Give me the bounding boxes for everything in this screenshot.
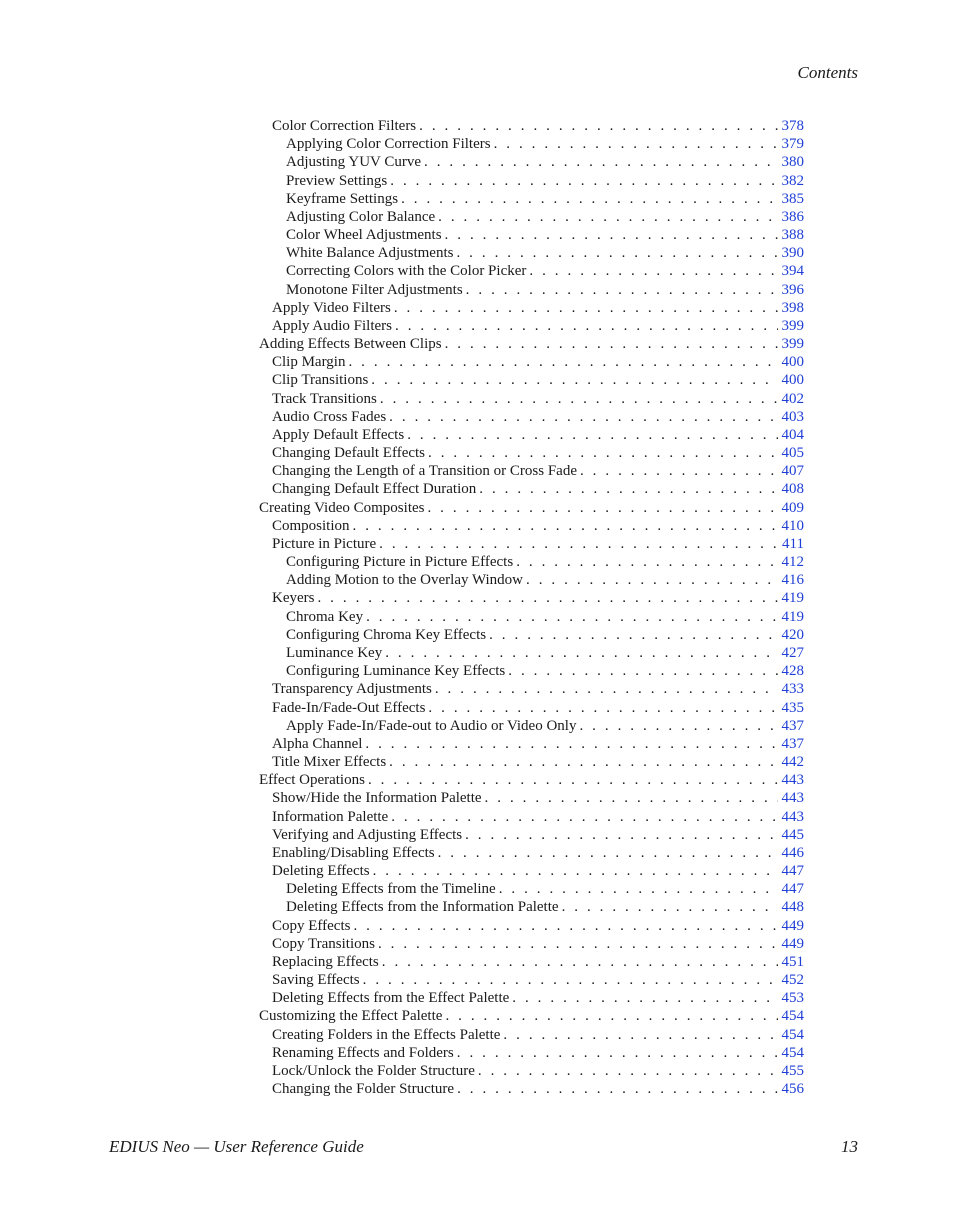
- dot-leader: [424, 153, 778, 171]
- toc-page-link[interactable]: 451: [781, 953, 804, 970]
- dot-leader: [428, 699, 777, 717]
- toc-page-link[interactable]: 400: [781, 372, 804, 389]
- toc-entry[interactable]: [259, 517, 804, 535]
- toc-page-link[interactable]: 447: [781, 863, 804, 880]
- toc-page-link[interactable]: 435: [781, 699, 804, 716]
- toc-entry-title[interactable]: Lock/Unlock the Folder Structure: [272, 1062, 475, 1079]
- toc-entry[interactable]: [259, 717, 804, 735]
- dot-leader: [438, 844, 778, 862]
- toc-entry-title[interactable]: Creating Folders in the Effects Palette: [272, 1026, 501, 1043]
- toc-entry[interactable]: [259, 571, 804, 589]
- toc-entry[interactable]: [259, 172, 804, 190]
- dot-leader: [485, 789, 778, 807]
- toc-page-link[interactable]: 428: [781, 663, 804, 680]
- dot-leader: [407, 426, 777, 444]
- toc-entry-title[interactable]: Adjusting YUV Curve: [286, 154, 421, 171]
- dot-leader: [401, 190, 777, 208]
- dot-leader: [445, 335, 778, 353]
- dot-leader: [394, 299, 778, 317]
- toc-page-link[interactable]: 443: [781, 808, 804, 825]
- running-header: Contents: [797, 63, 858, 82]
- dot-leader: [508, 662, 777, 680]
- toc-entry[interactable]: [259, 408, 804, 426]
- toc-entry[interactable]: [259, 771, 804, 789]
- dot-leader: [499, 880, 778, 898]
- toc-entry-title[interactable]: White Balance Adjustments: [286, 245, 454, 262]
- toc-page-link[interactable]: 385: [781, 190, 804, 207]
- toc-entry-title[interactable]: Saving Effects: [272, 972, 360, 989]
- toc-page-link[interactable]: 448: [781, 899, 804, 916]
- toc-entry[interactable]: [259, 589, 804, 607]
- toc-entry[interactable]: [259, 808, 804, 826]
- toc-entry-title[interactable]: Color Correction Filters: [272, 118, 417, 134]
- toc-page-link[interactable]: 454: [781, 1008, 804, 1025]
- toc-entry-title[interactable]: Show/Hide the Information Palette: [272, 790, 482, 807]
- toc-entry[interactable]: [259, 862, 804, 880]
- toc-page-link[interactable]: 419: [781, 608, 804, 625]
- dot-leader: [489, 626, 777, 644]
- toc-entry[interactable]: [259, 190, 804, 208]
- dot-leader: [389, 408, 777, 426]
- toc-page-link[interactable]: 437: [781, 717, 804, 734]
- toc-entry-title[interactable]: Applying Color Correction Filters: [286, 136, 491, 153]
- toc-page-link[interactable]: 411: [782, 535, 804, 552]
- toc-entry-title[interactable]: Apply Audio Filters: [272, 317, 393, 334]
- toc-entry-title[interactable]: Apply Video Filters: [272, 299, 391, 316]
- toc-entry[interactable]: [259, 898, 804, 916]
- toc-entry[interactable]: [259, 553, 804, 571]
- toc-entry-title[interactable]: Keyers: [272, 590, 315, 607]
- toc-entry[interactable]: [259, 699, 804, 717]
- toc-entry[interactable]: [259, 1044, 804, 1062]
- dot-leader: [579, 717, 777, 735]
- dot-leader: [348, 353, 777, 371]
- toc-entry[interactable]: [259, 299, 804, 317]
- toc-entry-title[interactable]: Track Transitions: [272, 390, 377, 407]
- dot-leader: [456, 244, 777, 262]
- toc-entry-title[interactable]: Verifying and Adjusting Effects: [272, 826, 463, 843]
- toc-entry-title[interactable]: Enabling/Disabling Effects: [272, 844, 435, 861]
- toc-entry-title[interactable]: Configuring Luminance Key Effects: [286, 663, 506, 680]
- dot-leader: [368, 771, 778, 789]
- toc-page-link[interactable]: 398: [781, 299, 804, 316]
- toc-page-link[interactable]: 447: [781, 881, 804, 898]
- footer-book-title: EDIUS Neo — User Reference Guide: [109, 1137, 364, 1156]
- dot-leader: [516, 553, 777, 571]
- toc-entry[interactable]: [259, 826, 804, 844]
- toc-page-link[interactable]: 380: [781, 154, 804, 171]
- toc-entry-title[interactable]: Clip Margin: [272, 354, 346, 371]
- toc-page-link[interactable]: 379: [781, 136, 804, 153]
- toc-entry-title[interactable]: Replacing Effects: [272, 953, 379, 970]
- toc-page-link[interactable]: 410: [781, 517, 804, 534]
- toc-entry-title[interactable]: Alpha Channel: [272, 735, 363, 752]
- dot-leader: [365, 735, 777, 753]
- toc-entry[interactable]: [259, 1080, 804, 1098]
- dot-leader: [389, 753, 777, 771]
- toc-page-link[interactable]: 416: [781, 572, 804, 589]
- toc-entry[interactable]: [259, 226, 804, 244]
- toc-page-link[interactable]: 453: [781, 990, 804, 1007]
- toc-entry[interactable]: [259, 135, 804, 153]
- dot-leader: [353, 517, 778, 535]
- toc-entry[interactable]: [259, 608, 804, 626]
- toc-entry-title[interactable]: Preview Settings: [286, 172, 388, 189]
- toc-page-link[interactable]: 408: [781, 481, 804, 498]
- toc-entry-title[interactable]: Fade-In/Fade-Out Effects: [272, 699, 426, 716]
- toc-entry-title[interactable]: Adjusting Color Balance: [286, 208, 436, 225]
- dot-leader: [353, 917, 777, 935]
- toc-entry[interactable]: [259, 335, 804, 353]
- toc-entry[interactable]: [259, 281, 804, 299]
- toc-entry[interactable]: [259, 117, 804, 135]
- toc-page-link[interactable]: 443: [781, 790, 804, 807]
- toc-entry[interactable]: [259, 426, 804, 444]
- dot-leader: [478, 1062, 778, 1080]
- dot-leader: [529, 262, 777, 280]
- toc-entry-title[interactable]: Transparency Adjustments: [272, 681, 432, 698]
- toc-entry[interactable]: [259, 371, 804, 389]
- toc-page-link[interactable]: 437: [781, 735, 804, 752]
- dot-leader: [391, 808, 777, 826]
- toc-entry-title[interactable]: Keyframe Settings: [286, 190, 399, 207]
- toc-entry-title[interactable]: Deleting Effects from the Information Palette: [286, 899, 559, 916]
- dot-leader: [457, 1044, 778, 1062]
- toc-page-link[interactable]: 443: [781, 772, 804, 789]
- toc-page-link[interactable]: 402: [781, 390, 804, 407]
- toc-entry-title[interactable]: Information Palette: [272, 808, 389, 825]
- toc-entry[interactable]: [259, 626, 804, 644]
- toc-entry-title[interactable]: Changing Default Effect Duration: [272, 481, 477, 498]
- dot-leader: [438, 208, 777, 226]
- toc-entry-title[interactable]: Composition: [272, 517, 350, 534]
- dot-leader: [562, 898, 778, 916]
- toc-page-link[interactable]: 400: [781, 354, 804, 371]
- dot-leader: [427, 499, 777, 517]
- dot-leader: [395, 317, 777, 335]
- dot-leader: [512, 989, 777, 1007]
- toc-entry[interactable]: [259, 390, 804, 408]
- toc-page-link[interactable]: 382: [781, 172, 804, 189]
- toc-page-link[interactable]: 396: [781, 281, 804, 298]
- dot-leader: [385, 644, 777, 662]
- toc-entry[interactable]: [259, 844, 804, 862]
- toc-entry-title[interactable]: Picture in Picture: [272, 535, 377, 552]
- toc-entry[interactable]: [259, 153, 804, 171]
- dot-leader: [363, 971, 778, 989]
- dot-leader: [373, 862, 778, 880]
- toc-entry[interactable]: [259, 662, 804, 680]
- toc-page-link[interactable]: 420: [781, 626, 804, 643]
- toc-page-link[interactable]: 403: [781, 408, 804, 425]
- toc-entry-title[interactable]: Apply Default Effects: [272, 426, 405, 443]
- dot-leader: [380, 390, 778, 408]
- footer-page-number: 13: [841, 1137, 858, 1156]
- toc-entry-title[interactable]: Audio Cross Fades: [272, 408, 387, 425]
- toc-entry[interactable]: [259, 444, 804, 462]
- toc-entry-title[interactable]: Deleting Effects: [272, 863, 370, 880]
- toc-page-link[interactable]: 409: [781, 499, 804, 516]
- toc-entry-title[interactable]: Configuring Picture in Picture Effects: [286, 554, 514, 571]
- toc-entry[interactable]: [259, 462, 804, 480]
- dot-leader: [371, 371, 777, 389]
- dot-leader: [494, 135, 778, 153]
- dot-leader: [419, 117, 777, 135]
- dot-leader: [503, 1026, 777, 1044]
- toc-page-link[interactable]: 405: [781, 445, 804, 462]
- dot-leader: [366, 608, 777, 626]
- dot-leader: [317, 589, 777, 607]
- toc-entry-title[interactable]: Monotone Filter Adjustments: [286, 281, 463, 298]
- toc-page-link[interactable]: 442: [781, 754, 804, 771]
- toc-entry[interactable]: [259, 971, 804, 989]
- toc-entry-title[interactable]: Copy Transitions: [272, 935, 375, 952]
- toc-page-link[interactable]: 386: [781, 208, 804, 225]
- toc-entry-title[interactable]: Deleting Effects from the Timeline: [286, 881, 496, 898]
- toc-page-link[interactable]: 433: [781, 681, 804, 698]
- dot-leader: [445, 226, 778, 244]
- toc-page-link[interactable]: 407: [781, 463, 804, 480]
- toc-page-link[interactable]: 404: [781, 426, 804, 443]
- toc-entry[interactable]: [259, 244, 804, 262]
- toc-page-link[interactable]: 449: [781, 917, 804, 934]
- toc-page-link[interactable]: 394: [781, 263, 804, 280]
- toc-entry-title[interactable]: Copy Effects: [272, 917, 351, 934]
- toc-entry[interactable]: [259, 1026, 804, 1044]
- toc-entry-title[interactable]: Deleting Effects from the Effect Palette: [272, 990, 510, 1007]
- toc-entry[interactable]: [259, 753, 804, 771]
- toc-page-link[interactable]: 456: [781, 1081, 804, 1098]
- toc-page-link[interactable]: 399: [781, 317, 804, 334]
- toc-entry-title[interactable]: Customizing the Effect Palette: [259, 1008, 443, 1025]
- toc-entry[interactable]: [259, 262, 804, 280]
- toc-entry-title[interactable]: Adding Effects Between Clips: [259, 336, 442, 353]
- toc-entry[interactable]: [259, 917, 804, 935]
- toc-entry-title[interactable]: Adding Motion to the Overlay Window: [286, 572, 524, 589]
- toc-entry[interactable]: [259, 1007, 804, 1025]
- toc-page-link[interactable]: 454: [781, 1044, 804, 1061]
- dot-leader: [457, 1080, 777, 1098]
- toc-entry[interactable]: [259, 989, 804, 1007]
- toc-entry[interactable]: [259, 499, 804, 517]
- toc-entry[interactable]: [259, 880, 804, 898]
- toc-page-link[interactable]: 452: [781, 972, 804, 989]
- toc-entry[interactable]: [259, 208, 804, 226]
- toc-entry[interactable]: [259, 735, 804, 753]
- toc-page-link[interactable]: 449: [781, 935, 804, 952]
- table-of-contents: [259, 117, 804, 1098]
- dot-leader: [445, 1007, 777, 1025]
- toc-page-link[interactable]: 446: [781, 844, 804, 861]
- toc-entry-title[interactable]: Chroma Key: [286, 608, 364, 625]
- dot-leader: [428, 444, 777, 462]
- toc-entry-title[interactable]: Changing Default Effects: [272, 445, 426, 462]
- toc-entry[interactable]: [259, 644, 804, 662]
- toc-entry-title[interactable]: Changing the Folder Structure: [272, 1081, 455, 1098]
- toc-page-link[interactable]: 455: [781, 1062, 804, 1079]
- dot-leader: [379, 535, 778, 553]
- dot-leader: [580, 462, 778, 480]
- toc-entry-title[interactable]: Configuring Chroma Key Effects: [286, 626, 487, 643]
- toc-entry-title[interactable]: Renaming Effects and Folders: [272, 1044, 454, 1061]
- toc-page-link[interactable]: 378: [781, 118, 804, 134]
- toc-entry-title[interactable]: Luminance Key: [286, 644, 383, 661]
- dot-leader: [466, 281, 778, 299]
- toc-page-link[interactable]: 390: [781, 245, 804, 262]
- toc-entry-title[interactable]: Apply Fade-In/Fade-out to Audio or Video Only: [286, 717, 577, 734]
- toc-entry-title[interactable]: Title Mixer Effects: [272, 754, 387, 771]
- dot-leader: [479, 480, 777, 498]
- toc-page-link[interactable]: 399: [781, 336, 804, 353]
- toc-entry[interactable]: [259, 935, 804, 953]
- toc-page-link[interactable]: 454: [781, 1026, 804, 1043]
- toc-page-link[interactable]: 419: [781, 590, 804, 607]
- toc-entry[interactable]: [259, 953, 804, 971]
- toc-entry[interactable]: [259, 680, 804, 698]
- toc-page-link[interactable]: 388: [781, 227, 804, 244]
- toc-entry-title[interactable]: Color Wheel Adjustments: [286, 227, 442, 244]
- toc-page-link[interactable]: 412: [781, 554, 804, 571]
- dot-leader: [465, 826, 777, 844]
- toc-entry[interactable]: [259, 480, 804, 498]
- toc-entry-title[interactable]: Clip Transitions: [272, 372, 369, 389]
- dot-leader: [378, 935, 778, 953]
- toc-entry[interactable]: [259, 353, 804, 371]
- toc-entry-title[interactable]: Effect Operations: [259, 772, 365, 789]
- toc-entry[interactable]: [259, 1062, 804, 1080]
- toc-page-link[interactable]: 445: [781, 826, 804, 843]
- toc-entry[interactable]: [259, 789, 804, 807]
- toc-entry-title[interactable]: Correcting Colors with the Color Picker: [286, 263, 527, 280]
- toc-entry-title[interactable]: Creating Video Composites: [259, 499, 425, 516]
- dot-leader: [435, 680, 778, 698]
- toc-entry[interactable]: [259, 317, 804, 335]
- toc-entry[interactable]: [259, 535, 804, 553]
- toc-entry-title[interactable]: Changing the Length of a Transition or Cross Fade: [272, 463, 577, 480]
- dot-leader: [526, 571, 777, 589]
- dot-leader: [390, 172, 777, 190]
- toc-page-link[interactable]: 427: [781, 644, 804, 661]
- dot-leader: [382, 953, 778, 971]
